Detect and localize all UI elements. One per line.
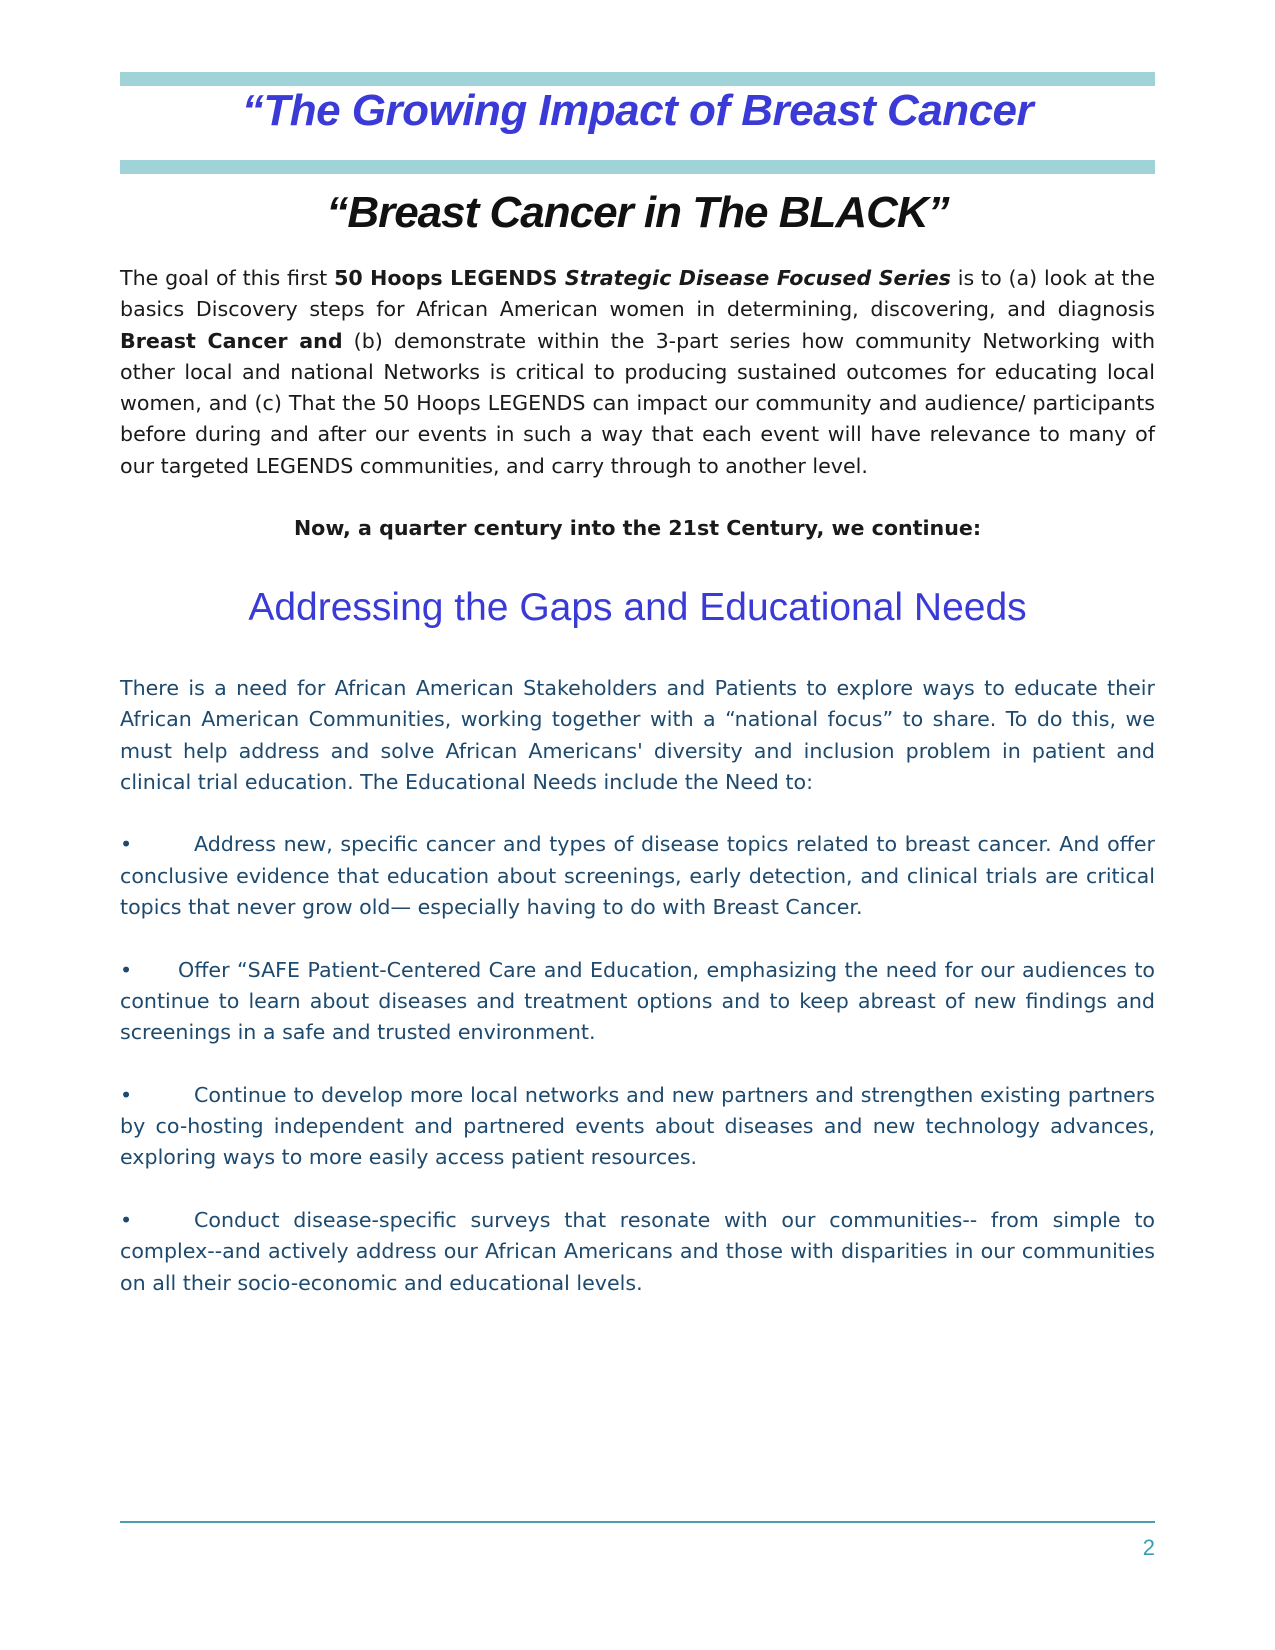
tagline: Now, a quarter century into the 21st Century, we continue: <box>293 516 982 540</box>
bullet-item <box>120 1080 1155 1174</box>
intro-text-1: The goal of this first <box>120 266 335 290</box>
bullet-item <box>120 955 1155 1049</box>
footer-rule <box>120 1521 1155 1523</box>
intro-text-3: (b) demonstrate within the 3-part series how community Networking with other local and national Networks is critical to producing sustained outcomes for educating local women, and (c) That the 50 Hoops LEGENDS can impact our community and audience/ participants before during and after our events in such a way that each event will have relevance to many of our targeted LEGENDS communities, and carry through to another level. <box>120 328 1155 478</box>
top-decorative-bar <box>120 72 1155 86</box>
bullet-item <box>120 1205 1155 1299</box>
bullet-text: Conduct disease-specific surveys that resonate with our communities-- from simple to complex--and actively address our African Americans and those with disparities in our communities on all their socio-economic and educational levels. <box>120 1208 1155 1295</box>
bullet-text: Continue to develop more local networks and new partners and strengthen existing partners by co-hosting independent and partnered events about diseases and new technology advances, exploring ways to more easily access patient resources. <box>120 1082 1155 1170</box>
series-name: 50 Hoops LEGENDS <box>334 266 565 290</box>
bullet-text: Address new, specific cancer and types of disease topics related to breast cancer. And offer conclusive evidence that education about screenings, early detection, and clinical trials are critical topics that never grow old— especially having to do with Breast Cancer. <box>120 832 1155 920</box>
page-number: 2 <box>1142 1535 1155 1560</box>
bullet-icon: • <box>120 1208 133 1233</box>
document-subtitle: “Breast Cancer in The BLACK” <box>326 188 949 237</box>
intro-emphasis: Breast Cancer and <box>120 328 343 353</box>
bullet-item <box>120 829 1155 923</box>
section-heading: Addressing the Gaps and Educational Needs <box>248 586 1027 629</box>
intro-paragraph <box>120 263 1155 482</box>
needs-paragraph: There is a need for African American Stakeholders and Patients to explore ways to educate their African American Communities, working together with a “national focus” to share. To do this, we must help address and solve African Americans' diversity and inclusion problem in patient and clinical trial education. The Educational Needs include the Need to: <box>120 676 1155 794</box>
document-title: “The Growing Impact of Breast Cancer <box>241 86 1034 135</box>
bullet-icon: • <box>120 957 133 982</box>
title-underline-bar <box>120 160 1155 174</box>
bullet-text: Offer “SAFE Patient-Centered Care and Education, emphasizing the need for our audiences to continue to learn about diseases and treatment options and to keep abreast of new findings and screenings in a safe and trusted environment. <box>120 957 1155 1045</box>
bullet-icon: • <box>120 832 133 857</box>
intro-text-2: is to (a) look at the basics Discovery steps for African American women in determining, discovering, and diagnosis <box>120 266 1155 322</box>
bullet-icon: • <box>120 1082 133 1107</box>
series-type: Strategic Disease Focused Series <box>564 266 951 290</box>
needs-section <box>120 673 1155 1330</box>
